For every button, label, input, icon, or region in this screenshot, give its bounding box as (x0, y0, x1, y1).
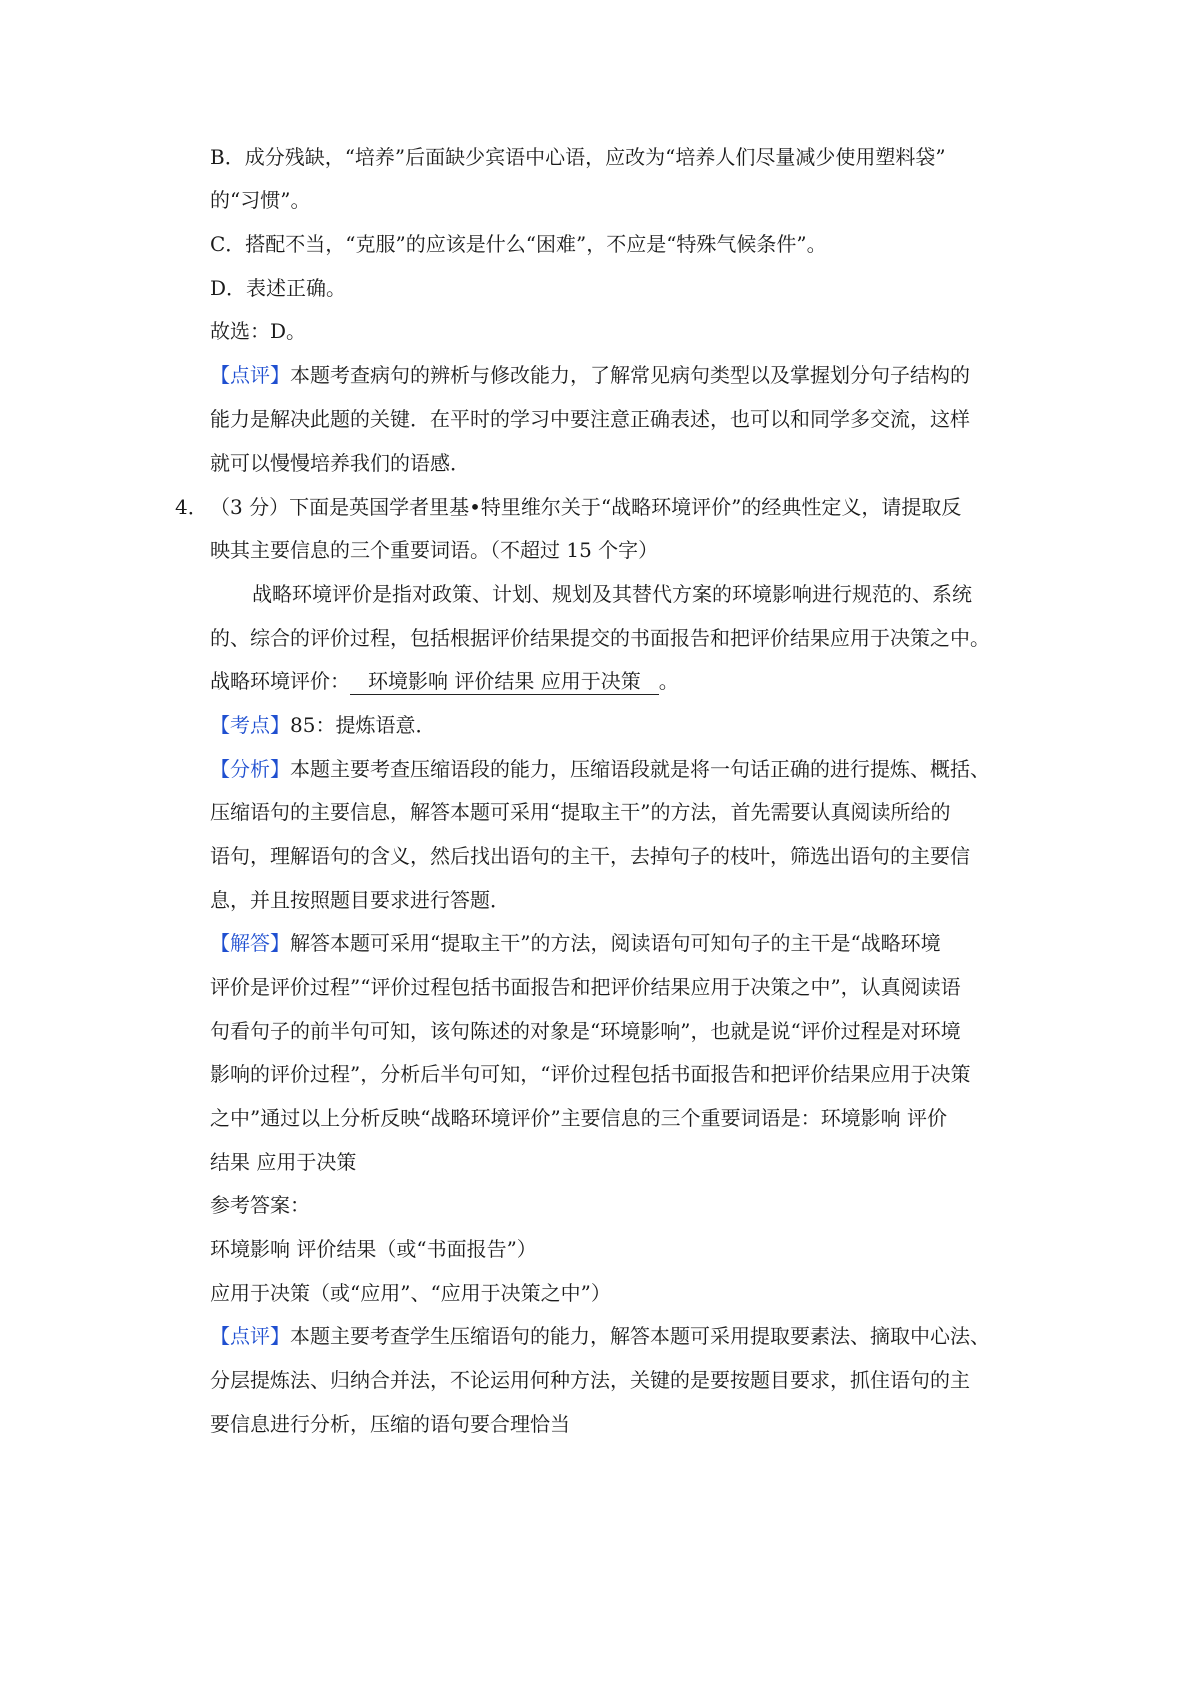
q4-answer-line (210, 667, 679, 695)
option-d-explanation: D．表述正确。 (210, 276, 347, 300)
fenxi-line-2: 压缩语句的主要信息，解答本题可采用“提取主干”的方法，首先需要认真阅读所给的 (210, 800, 951, 824)
answer-blank: 环境影响 评价结果 应用于决策 (350, 668, 659, 695)
comment-tag: 【点评】 (210, 363, 290, 387)
answer-prefix: 战略环境评价： (210, 669, 350, 693)
fenxi-text: 本题主要考查压缩语段的能力，压缩语段就是将一句话正确的进行提炼、概括、 (290, 757, 990, 781)
kaodian-text: 85：提炼语意． (290, 713, 436, 737)
jieda-line-2: 评价是评价过程”“评价过程包括书面报告和把评价结果应用于决策之中”，认真阅读语 (210, 975, 961, 999)
fenxi-line-3: 语句，理解语句的含义，然后找出语句的主干，去掉句子的枝叶，筛选出语句的主要信 (210, 844, 970, 868)
question-number: 4． (175, 495, 208, 519)
fenxi-tag: 【分析】 (210, 757, 290, 781)
kaodian-tag: 【考点】 (210, 713, 290, 737)
q4-passage-line-2: 的、综合的评价过程，包括根据评价结果提交的书面报告和把评价结果应用于决策之中。 (210, 626, 990, 650)
fenxi-line-4: 息，并且按照题目要求进行答题． (210, 888, 510, 912)
q3-comment-line-1 (210, 361, 970, 389)
q4-comment-line-1 (210, 1322, 990, 1350)
option-b-explanation-line-1: B．成分残缺，“培养”后面缺少宾语中心语，应改为“培养人们尽量减少使用塑料袋” (210, 145, 946, 169)
q3-comment-line-3: 就可以慢慢培养我们的语感． (210, 451, 470, 475)
comment-text: 本题考查病句的辨析与修改能力，了解常见病句类型以及掌握划分句子结构的 (290, 363, 970, 387)
q4-comment-line-2: 分层提炼法、归纳合并法，不论运用何种方法，关键的是要按题目要求，抓住语句的主 (210, 1368, 970, 1392)
q4-stem-line-1: （3 分）下面是英国学者里基•特里维尔关于“战略环境评价”的经典性定义，请提取反 (210, 495, 962, 519)
reference-answer-line-2: 应用于决策（或“应用”、“应用于决策之中”） (210, 1281, 611, 1305)
fenxi-line-1 (210, 755, 990, 783)
q4-passage-line-1: 战略环境评价是指对政策、计划、规划及其替代方案的环境影响进行规范的、系统 (252, 582, 972, 606)
jieda-line-3: 句看句子的前半句可知，该句陈述的对象是“环境影响”，也就是说“评价过程是对环境 (210, 1019, 961, 1043)
comment-text: 本题主要考查学生压缩语句的能力，解答本题可采用提取要素法、摘取中心法、 (290, 1324, 990, 1348)
q3-comment-line-2: 能力是解决此题的关键．在平时的学习中要注意正确表述，也可以和同学多交流，这样 (210, 407, 970, 431)
answer-choice: 故选：D。 (210, 319, 307, 343)
comment-tag: 【点评】 (210, 1324, 290, 1348)
jieda-tag: 【解答】 (210, 931, 290, 955)
kaodian-line (210, 711, 435, 739)
jieda-line-6: 结果 应用于决策 (210, 1150, 357, 1174)
q4-comment-line-3: 要信息进行分析，压缩的语句要合理恰当 (210, 1412, 570, 1436)
reference-answer-line-1: 环境影响 评价结果（或“书面报告”） (210, 1237, 537, 1261)
jieda-line-4: 影响的评价过程”，分析后半句可知，“评价过程包括书面报告和把评价结果应用于决策 (210, 1062, 971, 1086)
option-c-explanation: C．搭配不当，“克服”的应该是什么“困难”，不应是“特殊气候条件”。 (210, 232, 827, 256)
jieda-text: 解答本题可采用“提取主干”的方法，阅读语句可知句子的主干是“战略环境 (290, 931, 941, 955)
jieda-line-1 (210, 929, 941, 957)
jieda-line-5: 之中”通过以上分析反映“战略环境评价”主要信息的三个重要词语是：环境影响 评价 (210, 1106, 948, 1130)
option-b-explanation-line-2: 的“习惯”。 (210, 188, 311, 212)
answer-suffix: 。 (658, 669, 679, 693)
reference-answer-title: 参考答案： (210, 1193, 310, 1217)
q4-stem-line-2: 映其主要信息的三个重要词语。（不超过 15 个字） (210, 538, 659, 562)
